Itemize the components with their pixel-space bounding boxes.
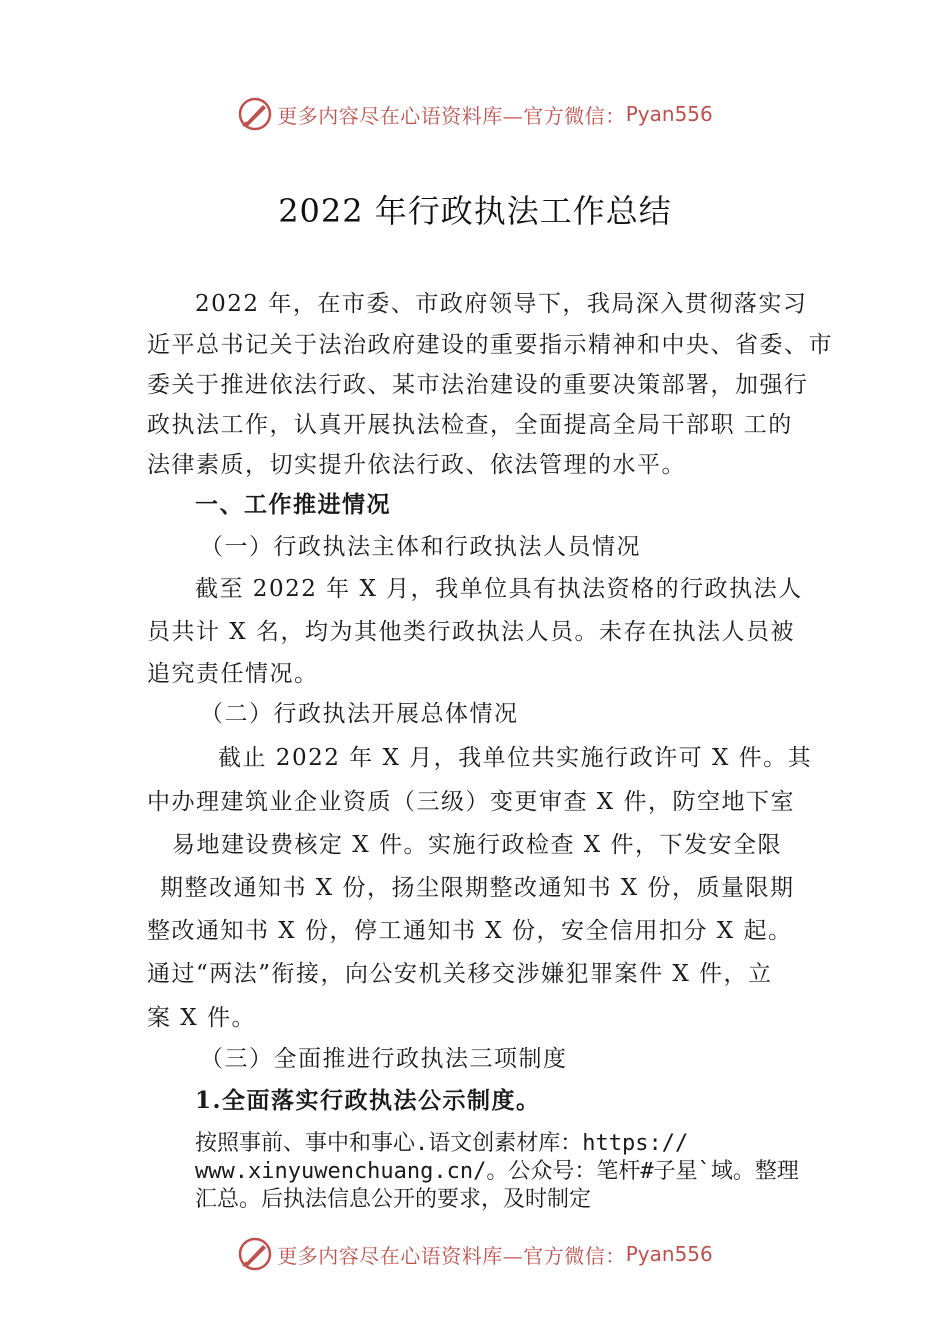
watermark-banner-bottom [0, 1234, 950, 1274]
intro-line: 法律素质，切实提升依法行政、依法管理的水平。 [147, 452, 686, 478]
body-line: 易地建设费核定 X 件。实施行政检查 X 件，下发安全限 [172, 832, 782, 858]
item-heading: 1.全面落实行政执法公示制度。 [195, 1087, 541, 1114]
body-line: www.xinyuwenchuang.cn/。公众号：笔杆#子星`域。整理 [195, 1159, 799, 1184]
quill-logo-icon [237, 96, 273, 132]
intro-line: 政执法工作，认真开展执法检查，全面提高全局干部职 工的 [147, 412, 793, 438]
banner-text: 更多内容尽在心语资料库—官方微信： [277, 1243, 626, 1268]
body-line: 案 X 件。 [147, 1005, 256, 1031]
watermark-banner-top [0, 94, 950, 134]
intro-line: 2022 年，在市委、市政府领导下，我局深入贯彻落实习 [195, 291, 808, 317]
intro-line: 委关于推进依法行政、某市法治建设的重要决策部署，加强行 [147, 372, 809, 398]
subsection-heading: （三）全面推进行政执法三项制度 [200, 1046, 568, 1072]
body-line: 截至 2022 年 X 月，我单位具有执法资格的行政执法人 [195, 576, 803, 602]
body-line: 汇总。后执法信息公开的要求，及时制定 [195, 1187, 592, 1212]
section-heading: 一、工作推进情况 [195, 491, 391, 518]
body-line: 追究责任情况。 [147, 661, 319, 687]
banner-wechat-id: Pyan556 [625, 102, 713, 126]
subsection-heading: （一）行政执法主体和行政执法人员情况 [200, 534, 641, 560]
body-line: 员共计 X 名，均为其他类行政执法人员。未存在执法人员被 [147, 619, 795, 645]
body-line: 整改通知书 X 份，停工通知书 X 份，安全信用扣分 X 起。 [147, 918, 793, 944]
banner-text: 更多内容尽在心语资料库—官方微信： [277, 103, 626, 128]
body-line: 中办理建筑业企业资质（三级）变更审查 X 件，防空地下室 [147, 789, 795, 815]
intro-line: 近平总书记关于法治政府建设的重要指示精神和中央、省委、市 [147, 332, 833, 358]
subsection-heading: （二）行政执法开展总体情况 [200, 701, 519, 727]
body-line: 期整改通知书 X 份，扬尘限期整改通知书 X 份，质量限期 [160, 875, 795, 901]
body-line: 通过“两法”衔接，向公安机关移交涉嫌犯罪案件 X 件，立 [147, 961, 773, 987]
body-line: 按照事前、事中和事心.语文创素材库：https:// [195, 1131, 689, 1156]
banner-wechat-id: Pyan556 [625, 1242, 713, 1266]
body-line: 截止 2022 年 X 月，我单位共实施行政许可 X 件。其 [218, 745, 813, 771]
document-title: 2022 年行政执法工作总结 [278, 192, 672, 230]
quill-logo-icon [237, 1236, 273, 1272]
